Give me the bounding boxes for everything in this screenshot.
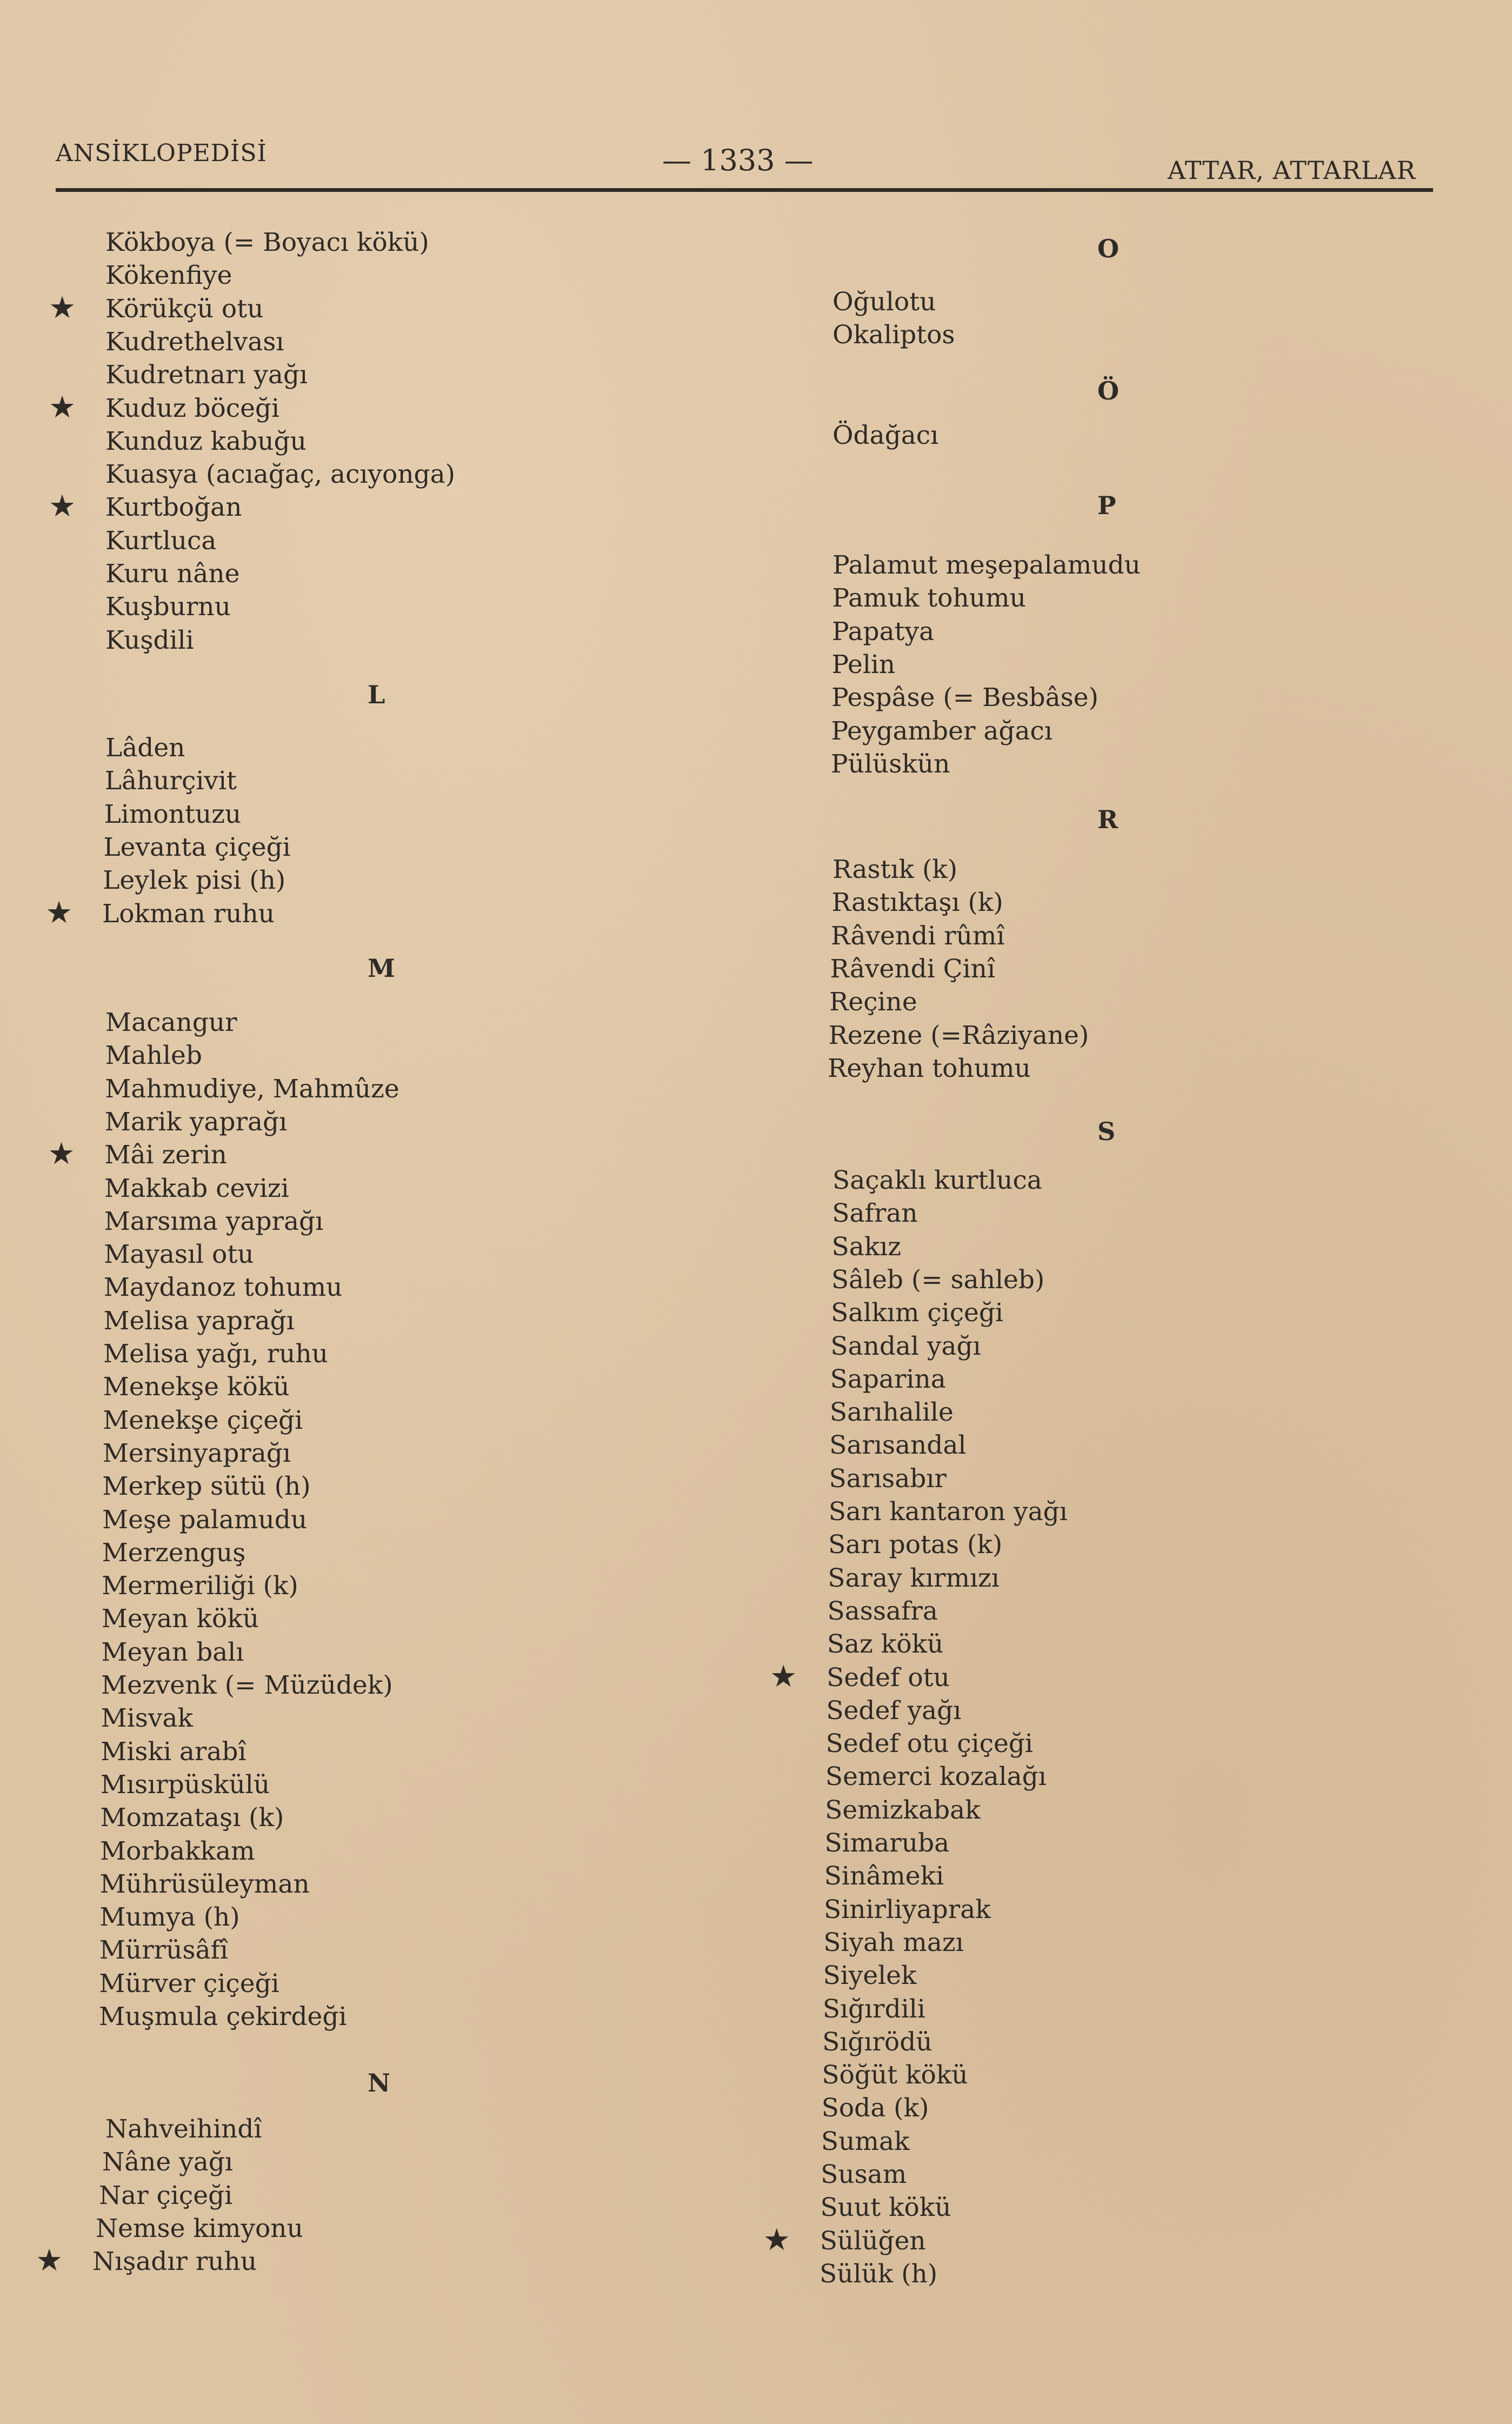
index-entry: Sarı potas (k) bbox=[828, 1530, 1003, 1560]
page-number: — 1333 — bbox=[662, 143, 814, 177]
index-entry: Pülüskün bbox=[831, 749, 950, 779]
index-entry: Sedef otu çiçeği bbox=[825, 1729, 1033, 1759]
index-entry: Kudrethelvası bbox=[105, 327, 284, 357]
index-entry: Kurtluca bbox=[105, 525, 217, 556]
index-entry: Morbakkam bbox=[100, 1836, 255, 1866]
index-entry: Saçaklı kurtluca bbox=[832, 1166, 1042, 1195]
index-entry: Nemse kimyonu bbox=[96, 2213, 303, 2243]
index-entry: Kökboya (= Boyacı kökü) bbox=[105, 228, 429, 257]
index-entry: Sarıhalile bbox=[829, 1397, 954, 1428]
index-entry: Melisa yaprağı bbox=[103, 1306, 295, 1336]
index-entry: Semizkabak bbox=[825, 1795, 981, 1825]
index-entry: Mersinyaprağı bbox=[102, 1438, 291, 1468]
index-entry: Rastık (k) bbox=[832, 855, 958, 884]
index-entry: Körükçü otu bbox=[105, 294, 264, 324]
index-entry: Semerci kozalağı bbox=[825, 1762, 1047, 1792]
star-icon: ★ bbox=[48, 1136, 75, 1172]
index-entry: Saray kırmızı bbox=[828, 1563, 1000, 1593]
index-entry: Nahveihindî bbox=[105, 2114, 262, 2144]
index-entry: Peygamber ağacı bbox=[831, 716, 1053, 746]
index-entry: Kudretnarı yağı bbox=[105, 360, 308, 390]
index-entry: Susam bbox=[821, 2160, 907, 2189]
index-entry: Mahleb bbox=[105, 1041, 202, 1071]
index-entry: Pamuk tohumu bbox=[832, 583, 1026, 614]
index-entry: Siyelek bbox=[823, 1961, 917, 1991]
index-entry: Sığırdili bbox=[822, 1994, 925, 2024]
star-icon: ★ bbox=[763, 2222, 790, 2257]
section-letter: N bbox=[368, 2068, 391, 2097]
index-entry: Maydanoz tohumu bbox=[103, 1273, 343, 1303]
section-letter: M bbox=[368, 954, 395, 983]
index-entry: Muşmula çekirdeği bbox=[99, 2002, 347, 2032]
index-entry: Meyan balı bbox=[101, 1637, 244, 1667]
index-entry: Kökenfiye bbox=[105, 261, 232, 291]
index-entry: Sandal yağı bbox=[830, 1331, 981, 1361]
index-entry: Râvendi rûmî bbox=[831, 921, 1005, 951]
index-entry: Nâne yağı bbox=[102, 2147, 233, 2177]
index-entry: Mayasıl otu bbox=[104, 1240, 254, 1270]
index-entry: Sinâmeki bbox=[824, 1861, 944, 1892]
index-entry: Misvak bbox=[101, 1703, 193, 1734]
index-entry: Makkab cevizi bbox=[104, 1173, 289, 1203]
index-entry: Rezene (=Râziyane) bbox=[828, 1020, 1089, 1050]
index-entry: Sülük (h) bbox=[820, 2259, 938, 2289]
index-entry: Mürrüsâfî bbox=[99, 1935, 228, 1966]
index-entry: Kuru nâne bbox=[105, 559, 240, 589]
index-entry: Kurtboğan bbox=[105, 492, 242, 523]
index-entry: Menekşe kökü bbox=[103, 1372, 290, 1402]
index-entry: Kuasya (acıağaç, acıyonga) bbox=[105, 460, 455, 490]
star-icon: ★ bbox=[770, 1659, 797, 1694]
index-entry: Sedef yağı bbox=[826, 1695, 962, 1726]
index-entry: Merkep sütü (h) bbox=[102, 1471, 311, 1502]
index-entry: Sarısabır bbox=[829, 1463, 947, 1494]
running-header-left: ANSİKLOPEDİSİ bbox=[56, 139, 267, 167]
index-entry: Levanta çiçeği bbox=[103, 832, 291, 862]
index-entry: Lâhurçivit bbox=[104, 766, 237, 796]
index-entry: Soda (k) bbox=[821, 2093, 929, 2123]
section-letter: O bbox=[1097, 234, 1120, 263]
index-entry: Lâden bbox=[105, 733, 185, 763]
header-rule bbox=[56, 188, 1433, 192]
index-entry: Mezvenk (= Müzüdek) bbox=[101, 1670, 393, 1700]
index-entry: Kuduz böceği bbox=[105, 393, 280, 423]
index-entry: Söğüt kökü bbox=[822, 2060, 968, 2090]
index-entry: Kuşdili bbox=[105, 625, 194, 655]
index-entry: Sâleb (= sahleb) bbox=[831, 1264, 1045, 1295]
star-icon: ★ bbox=[49, 290, 76, 325]
index-entry: Mürver çiçeği bbox=[99, 1968, 279, 1999]
index-entry: Sülüğen bbox=[820, 2226, 926, 2256]
index-entry: Pespâse (= Besbâse) bbox=[831, 683, 1098, 713]
index-entry: Reyhan tohumu bbox=[828, 1053, 1031, 1083]
section-letter: L bbox=[368, 680, 385, 709]
index-entry: Lokman ruhu bbox=[102, 898, 275, 929]
star-icon: ★ bbox=[45, 895, 73, 930]
index-entry: Mumya (h) bbox=[99, 1902, 240, 1933]
index-entry: Sarısandal bbox=[829, 1430, 967, 1461]
index-entry: Mermeriliği (k) bbox=[102, 1571, 298, 1601]
index-entry: Miski arabî bbox=[101, 1736, 247, 1767]
index-entry: Macangur bbox=[105, 1008, 237, 1037]
index-entry: Suut kökü bbox=[820, 2193, 951, 2223]
index-entry: Sakız bbox=[831, 1231, 902, 1262]
index-entry: Oğulotu bbox=[832, 287, 936, 317]
index-entry: Leylek pisi (h) bbox=[103, 865, 286, 896]
index-entry: Meşe palamudu bbox=[102, 1504, 308, 1535]
index-entry: Siyah mazı bbox=[823, 1927, 964, 1957]
running-header-right: ATTAR, ATTARLAR bbox=[1168, 156, 1416, 185]
index-entry: Sinirliyaprak bbox=[824, 1894, 991, 1924]
index-entry: Okaliptos bbox=[832, 320, 955, 350]
section-letter: S bbox=[1097, 1117, 1116, 1146]
index-entry: Meyan kökü bbox=[101, 1604, 259, 1634]
index-entry: Sarı kantaron yağı bbox=[828, 1497, 1068, 1527]
index-entry: Nışadır ruhu bbox=[92, 2247, 257, 2277]
star-icon: ★ bbox=[49, 489, 76, 524]
index-entry: Palamut meşepalamudu bbox=[832, 550, 1141, 580]
index-entry: Kunduz kabuğu bbox=[105, 426, 307, 456]
index-entry: Sumak bbox=[821, 2126, 910, 2156]
section-letter: R bbox=[1097, 805, 1118, 834]
index-entry: Momzataşı (k) bbox=[100, 1803, 284, 1833]
index-entry: Mahmudiye, Mahmûze bbox=[105, 1074, 399, 1104]
index-entry: Ödağacı bbox=[832, 421, 939, 450]
index-entry: Mısırpüskülü bbox=[100, 1769, 270, 1800]
index-entry: Sedef otu bbox=[827, 1662, 950, 1693]
index-entry: Marik yaprağı bbox=[104, 1107, 288, 1137]
index-entry: Limontuzu bbox=[104, 799, 242, 829]
index-entry: Kuşburnu bbox=[105, 592, 231, 622]
index-entry: Nar çiçeği bbox=[99, 2180, 233, 2210]
index-entry: Menekşe çiçeği bbox=[103, 1405, 303, 1435]
index-entry: Mâi zerin bbox=[104, 1140, 227, 1170]
index-entry: Reçine bbox=[829, 987, 917, 1017]
index-entry: Simaruba bbox=[824, 1828, 950, 1858]
index-entry: Pelin bbox=[831, 649, 896, 680]
index-entry: Melisa yağı, ruhu bbox=[103, 1339, 328, 1369]
star-icon: ★ bbox=[36, 2243, 63, 2279]
star-icon: ★ bbox=[49, 389, 76, 425]
index-entry: Sassafra bbox=[827, 1596, 938, 1626]
index-entry: Marsıma yaprağı bbox=[104, 1206, 324, 1236]
index-entry: Râvendi Çinî bbox=[830, 954, 995, 984]
index-entry: Salkım çiçeği bbox=[831, 1298, 1003, 1328]
index-entry: Mührüsüleyman bbox=[99, 1869, 310, 1899]
index-entry: Rastıktaşı (k) bbox=[831, 888, 1003, 918]
section-letter: P bbox=[1097, 491, 1116, 520]
index-entry: Saz kökü bbox=[827, 1629, 944, 1660]
index-entry: Papatya bbox=[832, 616, 935, 647]
index-entry: Merzenguş bbox=[102, 1537, 246, 1568]
index-entry: Saparina bbox=[830, 1364, 946, 1394]
section-letter: Ö bbox=[1097, 376, 1120, 405]
index-entry: Sığırödü bbox=[822, 2027, 932, 2057]
index-entry: Safran bbox=[832, 1198, 918, 1229]
